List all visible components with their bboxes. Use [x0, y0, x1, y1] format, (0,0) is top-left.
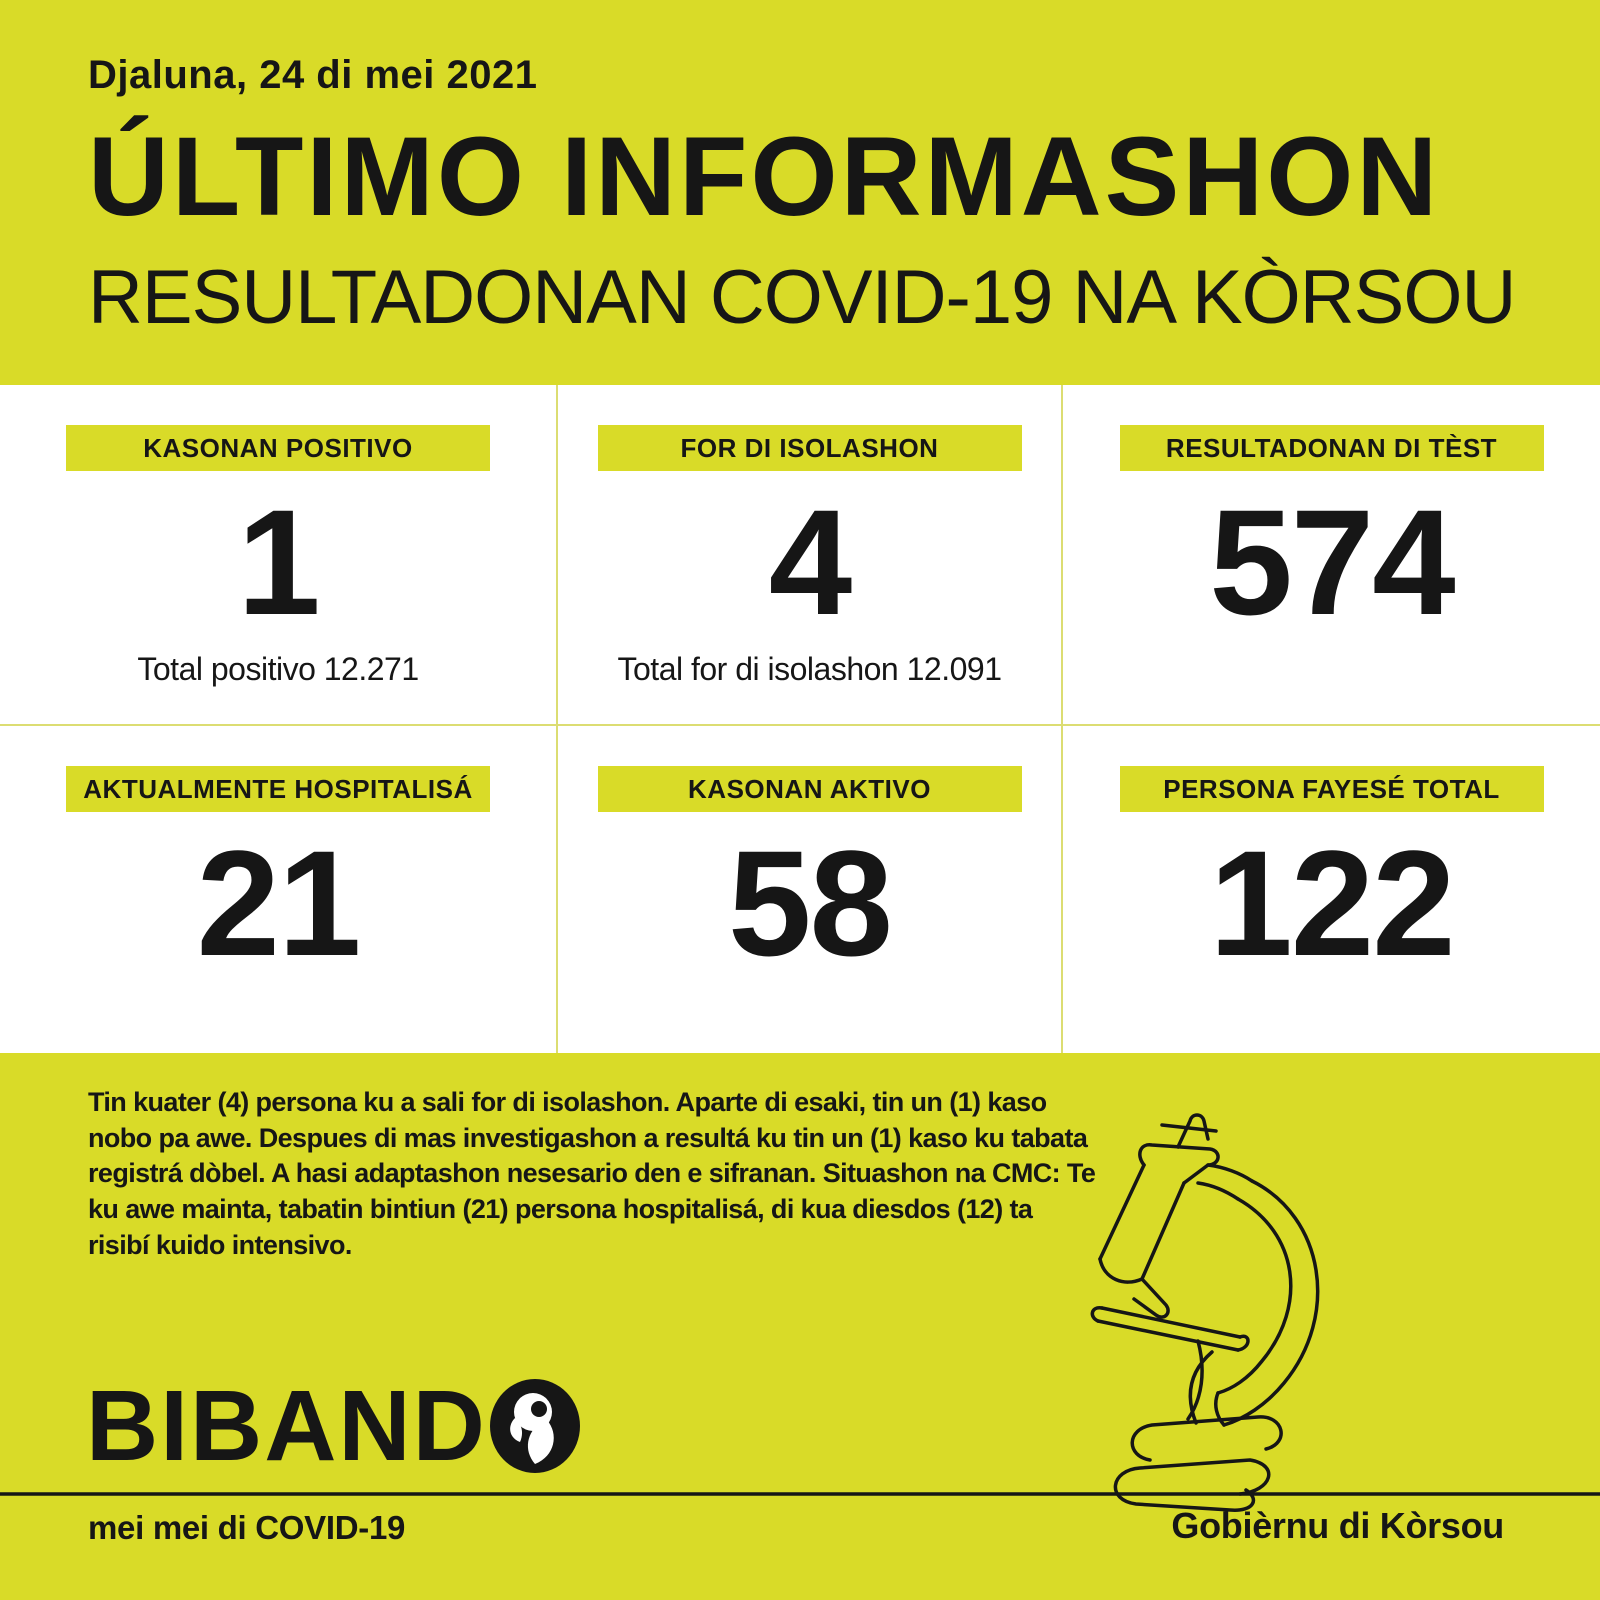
- stat-value: 58: [728, 819, 891, 987]
- bibando-swirl-icon: [489, 1378, 581, 1474]
- stat-label-bar: [598, 766, 1022, 812]
- stat-note: Total for di isolashon 12.091: [617, 651, 1002, 687]
- stat-label: FOR DI ISOLASHON: [680, 432, 939, 463]
- brand-wordmark: BIBAND: [86, 1370, 487, 1482]
- stat-label: RESULTADONAN DI TÈST: [1165, 432, 1498, 463]
- stat-card-resultadonan-di-test: [1063, 385, 1600, 724]
- stat-label: KASONAN POSITIVO: [143, 432, 413, 463]
- summary-paragraph: Tin kuater (4) persona ku a sali for di isolashon. Aparte di esaki, tin un (1) kaso nobo pa awe. Despues di mas investigashon a resultá ku tin un (1) kaso ku tabata registrá dòbel. A hasi adaptashon nesesario den e sifranan. Situashon na CMC: Te ku awe mainta, tabatin bintiun (21) persona hospitalisá, di kua diesdos (12) ta risibí kuido intensivo.: [88, 1087, 1096, 1260]
- stat-card-kasonan-aktivo: [558, 726, 1061, 1053]
- stat-label: KASONAN AKTIVO: [688, 773, 931, 804]
- stat-value: 122: [1209, 819, 1454, 987]
- stat-label-bar: [66, 425, 490, 471]
- government-attribution: Gobièrnu di Kòrsou: [1171, 1505, 1504, 1546]
- header: [0, 0, 1600, 385]
- stat-label: AKTUALMENTE HOSPITALISÁ: [83, 773, 473, 804]
- stat-card-aktualmente-hospitalisa: [0, 726, 556, 1053]
- stat-note: Total positivo 12.271: [137, 651, 419, 687]
- page-title: ÚLTIMO INFORMASHON: [88, 114, 1441, 239]
- brand-logo: [86, 1370, 581, 1482]
- stats-grid: [0, 385, 1600, 1053]
- stat-value: 574: [1209, 478, 1454, 646]
- stat-card-for-di-isolashon: [558, 385, 1061, 724]
- stat-value: 4: [768, 478, 851, 646]
- brand-tagline: mei mei di COVID-19: [88, 1509, 406, 1546]
- stat-label-bar: [66, 766, 490, 812]
- stat-value: 21: [196, 819, 360, 987]
- page-subtitle: RESULTADONAN COVID-19 NA KÒRSOU: [88, 255, 1516, 340]
- stat-card-kasonan-positivo: [0, 385, 556, 724]
- stat-label: PERSONA FAYESÉ TOTAL: [1163, 773, 1500, 804]
- report-date: Djaluna, 24 di mei 2021: [88, 53, 538, 97]
- stat-value: 1: [237, 478, 319, 646]
- stat-label-bar: [1120, 766, 1544, 812]
- stat-label-bar: [1120, 425, 1544, 471]
- footer: [0, 1053, 1600, 1600]
- stat-label-bar: [598, 425, 1022, 471]
- stat-card-persona-fayese-total: [1063, 726, 1600, 1053]
